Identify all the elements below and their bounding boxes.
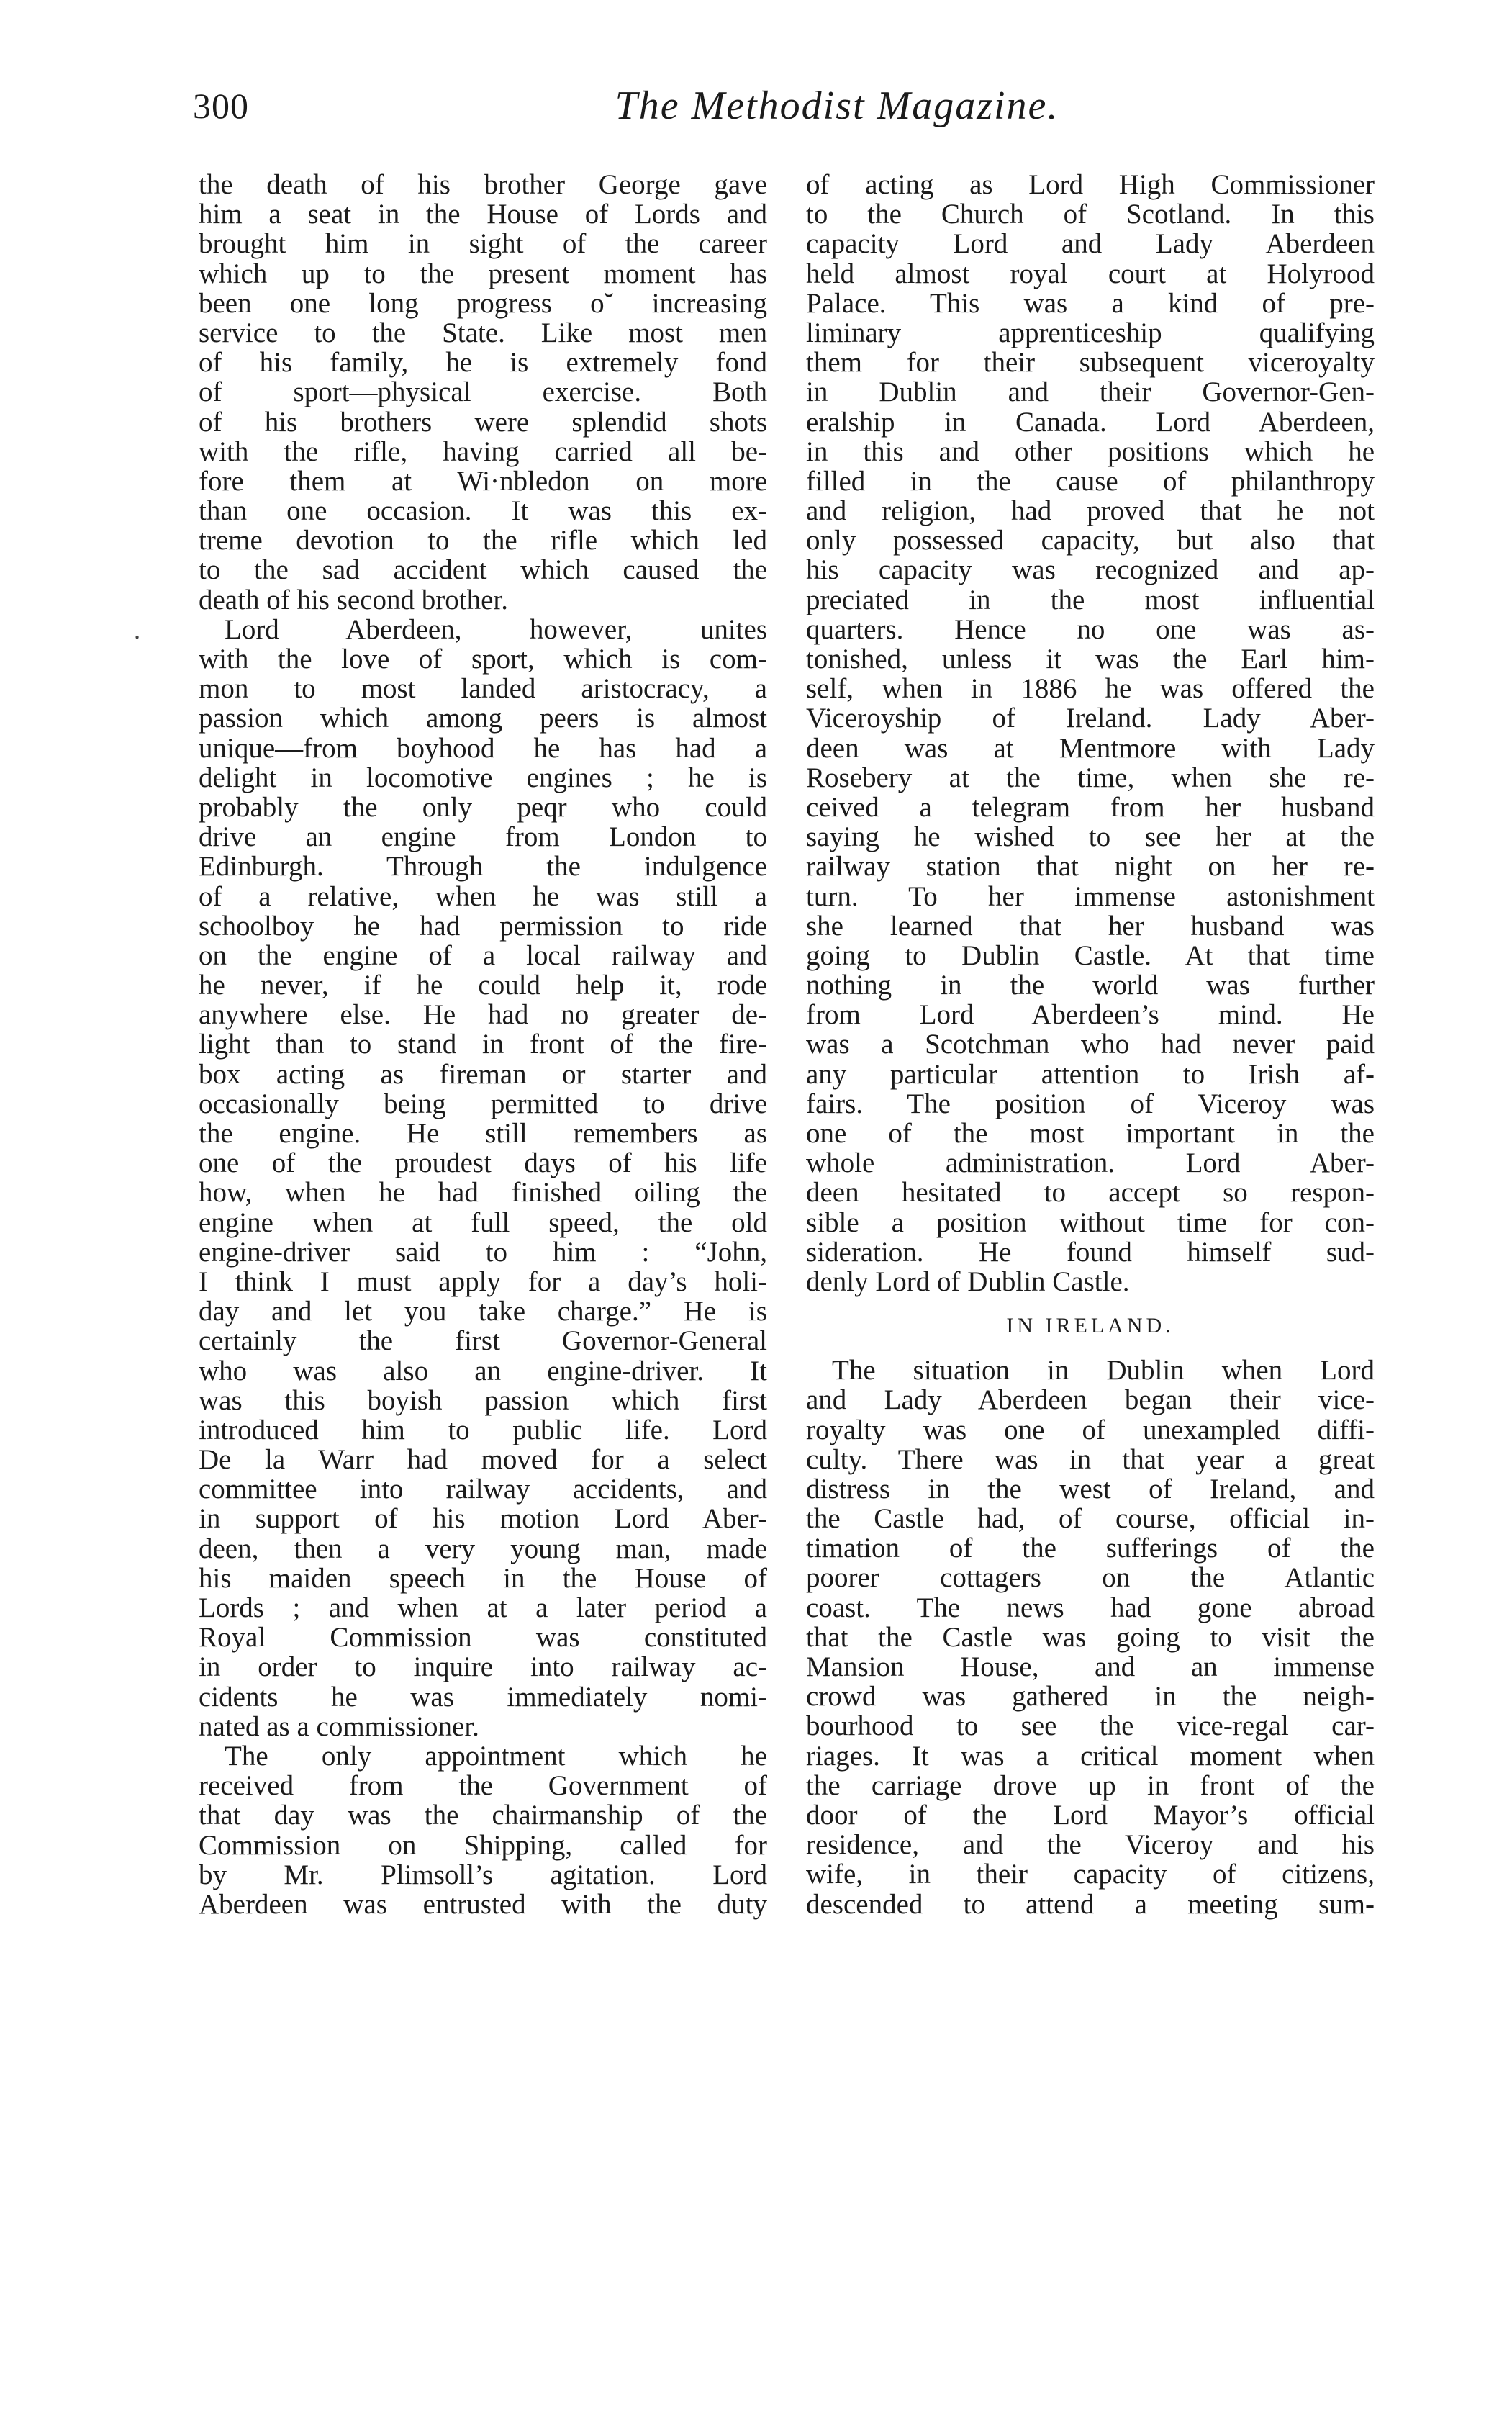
text-line: of acting as Lord High Commissioner <box>806 169 1375 200</box>
text-line: wife, in their capacity of citizens, <box>806 1859 1375 1890</box>
text-line: one of the most important in the <box>806 1118 1375 1149</box>
text-line: how, when he had finished oiling the <box>199 1177 767 1209</box>
right-column-part-2 <box>806 1356 1375 1919</box>
text-line: deen hesitated to accept so respon- <box>806 1177 1375 1209</box>
text-line: been one long progress o˘ increasing <box>199 287 767 319</box>
text-line: one of the proudest days of his life <box>199 1147 767 1179</box>
text-line: the carriage drove up in front of the <box>806 1769 1375 1801</box>
text-line: sible a position without time for con- <box>806 1206 1375 1238</box>
text-line: railway station that night on her re- <box>806 851 1375 883</box>
text-line: which up to the present moment has <box>199 258 767 289</box>
text-line: sideration. He found himself sud- <box>806 1236 1375 1268</box>
text-line: mon to most landed aristocracy, a <box>199 673 767 705</box>
text-line: service to the State. Like most men <box>199 317 767 348</box>
text-line: whole administration. Lord Aber- <box>806 1147 1375 1179</box>
text-line: The situation in Dublin when Lord <box>832 1355 1375 1386</box>
text-line: received from the Government of <box>199 1770 767 1802</box>
text-line: his capacity was recognized and ap- <box>806 554 1375 586</box>
text-line: light than to stand in front of the fire- <box>199 1029 767 1060</box>
text-line: that the Castle was going to visit the <box>806 1621 1375 1653</box>
text-line: Lords ; and when at a later period a <box>199 1592 767 1623</box>
text-line: distress in the west of Ireland, and <box>806 1473 1375 1505</box>
text-line: introduced him to public life. Lord <box>199 1414 767 1445</box>
page-number: 300 <box>193 86 249 126</box>
text-line: and religion, had proved that he not <box>806 495 1375 527</box>
text-line: in this and other positions which he <box>806 436 1375 467</box>
text-line: Viceroyship of Ireland. Lady Aber- <box>806 703 1375 734</box>
text-line: filled in the cause of philanthropy <box>806 465 1375 497</box>
text-line: Lord Aberdeen, however, unites <box>225 613 767 645</box>
text-line: with the rifle, having carried all be- <box>199 436 767 467</box>
right-column-part-1 <box>806 170 1375 1296</box>
text-line: was a Scotchman who had never paid <box>806 1029 1375 1060</box>
text-line: death of his second brother. <box>199 584 508 615</box>
text-line: in order to inquire into railway ac- <box>199 1651 767 1683</box>
text-line: The only appointment which he <box>225 1740 767 1772</box>
text-line: eralship in Canada. Lord Aberdeen, <box>806 406 1375 438</box>
text-line: held almost royal court at Holyrood <box>806 258 1375 289</box>
text-line: residence, and the Viceroy and his <box>806 1829 1375 1861</box>
text-line: going to Dublin Castle. At that time <box>806 939 1375 971</box>
text-line: them for their subsequent viceroyalty <box>806 347 1375 379</box>
text-line: poorer cottagers on the Atlantic <box>806 1562 1375 1594</box>
text-line: quarters. Hence no one was as- <box>806 613 1375 645</box>
text-line: the engine. He still remembers as <box>199 1118 767 1149</box>
text-line: saying he wished to see her at the <box>806 821 1375 853</box>
text-line: cidents he was immediately nomi- <box>199 1681 767 1713</box>
text-line: committee into railway accidents, and <box>199 1474 767 1505</box>
text-line: nated as a commissioner. <box>199 1710 479 1742</box>
text-line: of his brothers were splendid shots <box>199 406 767 438</box>
text-line: door of the Lord Mayor’s official <box>806 1799 1375 1831</box>
text-line: to the sad accident which caused the <box>199 554 767 586</box>
text-line: him a seat in the House of Lords and <box>199 199 767 230</box>
text-line: riages. It was a critical moment when <box>806 1740 1375 1772</box>
text-line: who was also an engine-driver. It <box>199 1355 767 1386</box>
text-line: of sport—physical exercise. Both <box>199 376 767 408</box>
text-line: Palace. This was a kind of pre- <box>806 287 1375 319</box>
text-line: I think I must apply for a day’s holi- <box>199 1266 767 1297</box>
text-line: from Lord Aberdeen’s mind. He <box>806 999 1375 1031</box>
text-line: coast. The news had gone abroad <box>806 1592 1375 1623</box>
text-line: culty. There was in that year a great <box>806 1443 1375 1475</box>
text-line: brought him in sight of the career <box>199 228 767 260</box>
text-line: self, when in 1886 he was offered the <box>806 673 1375 705</box>
left-column <box>199 170 767 1919</box>
text-line: of his family, he is extremely fond <box>199 347 767 379</box>
text-line: Rosebery at the time, when she re- <box>806 762 1375 793</box>
text-line: on the engine of a local railway and <box>199 939 767 971</box>
text-line: probably the only peqr who could <box>199 791 767 823</box>
text-line: capacity Lord and Lady Aberdeen <box>806 228 1375 260</box>
text-line: to the Church of Scotland. In this <box>806 199 1375 230</box>
text-line: passion which among peers is almost <box>199 703 767 734</box>
text-line: Royal Commission was constituted <box>199 1622 767 1654</box>
text-line: nothing in the world was further <box>806 970 1375 1001</box>
text-line: bourhood to see the vice-regal car- <box>806 1710 1375 1742</box>
text-line: treme devotion to the rifle which led <box>199 525 767 556</box>
text-line: box acting as fireman or starter and <box>199 1058 767 1090</box>
text-line: denly Lord of Dublin Castle. <box>806 1266 1130 1297</box>
text-line: his maiden speech in the House of <box>199 1562 767 1594</box>
text-line: only possessed capacity, but also that <box>806 525 1375 556</box>
text-line: fore them at Wi·nbledon on more <box>199 465 767 497</box>
text-line: deen was at Mentmore with Lady <box>806 732 1375 764</box>
text-line: in Dublin and their Governor-Gen- <box>806 376 1375 408</box>
text-line: deen, then a very young man, made <box>199 1533 767 1564</box>
running-head <box>193 81 1352 138</box>
text-line: engine-driver said to him : “John, <box>199 1236 767 1268</box>
text-line: crowd was gathered in the neigh- <box>806 1681 1375 1713</box>
text-line: ceived a telegram from her husband <box>806 791 1375 823</box>
text-line: descended to attend a meeting sum- <box>806 1888 1375 1920</box>
text-line: was this boyish passion which first <box>199 1384 767 1416</box>
text-line: Edinburgh. Through the indulgence <box>199 851 767 883</box>
text-line: fairs. The position of Viceroy was <box>806 1088 1375 1119</box>
text-line: unique—from boyhood he has had a <box>199 732 767 764</box>
text-line: occasionally being permitted to drive <box>199 1088 767 1119</box>
text-line: timation of the sufferings of the <box>806 1533 1375 1564</box>
text-line: anywhere else. He had no greater de- <box>199 999 767 1031</box>
text-line: preciated in the most influential <box>806 584 1375 615</box>
text-line: the Castle had, of course, official in- <box>806 1503 1375 1535</box>
text-line: Commission on Shipping, called for <box>199 1829 767 1861</box>
text-line: day and let you take charge.” He is <box>199 1296 767 1327</box>
text-line: Mansion House, and an immense <box>806 1651 1375 1682</box>
text-line: the death of his brother George gave <box>199 169 767 200</box>
text-line: by Mr. Plimsoll’s agitation. Lord <box>199 1859 767 1890</box>
text-line: engine when at full speed, the old <box>199 1206 767 1238</box>
right-column <box>806 170 1375 1919</box>
text-line: and Lady Aberdeen began their vice- <box>806 1384 1375 1416</box>
section-heading: IN IRELAND. <box>1006 1314 1174 1338</box>
text-line: he never, if he could help it, rode <box>199 970 767 1001</box>
text-line: than one occasion. It was this ex- <box>199 495 767 527</box>
text-line: royalty was one of unexampled diffi- <box>806 1414 1375 1445</box>
text-line: schoolboy he had permission to ride <box>199 910 767 942</box>
text-line: that day was the chairmanship of the <box>199 1800 767 1831</box>
text-line: drive an engine from London to <box>199 821 767 853</box>
text-line: of a relative, when he was still a <box>199 880 767 912</box>
text-line: she learned that her husband was <box>806 910 1375 942</box>
text-line: Aberdeen was entrusted with the duty <box>199 1888 767 1920</box>
text-line: with the love of sport, which is com- <box>199 644 767 675</box>
text-line: De la Warr had moved for a select <box>199 1444 767 1476</box>
text-line: delight in locomotive engines ; he is <box>199 762 767 793</box>
text-line: certainly the first Governor-General <box>199 1325 767 1357</box>
text-line: liminary apprenticeship qualifying <box>806 317 1375 348</box>
text-line: in support of his motion Lord Aber- <box>199 1503 767 1535</box>
journal-title: The Methodist Magazine. <box>615 84 1059 128</box>
text-line: turn. To her immense astonishment <box>806 880 1375 912</box>
text-line: any particular attention to Irish af- <box>806 1058 1375 1090</box>
text-line: tonished, unless it was the Earl him- <box>806 644 1375 675</box>
margin-mark: ⸱ <box>134 625 141 651</box>
